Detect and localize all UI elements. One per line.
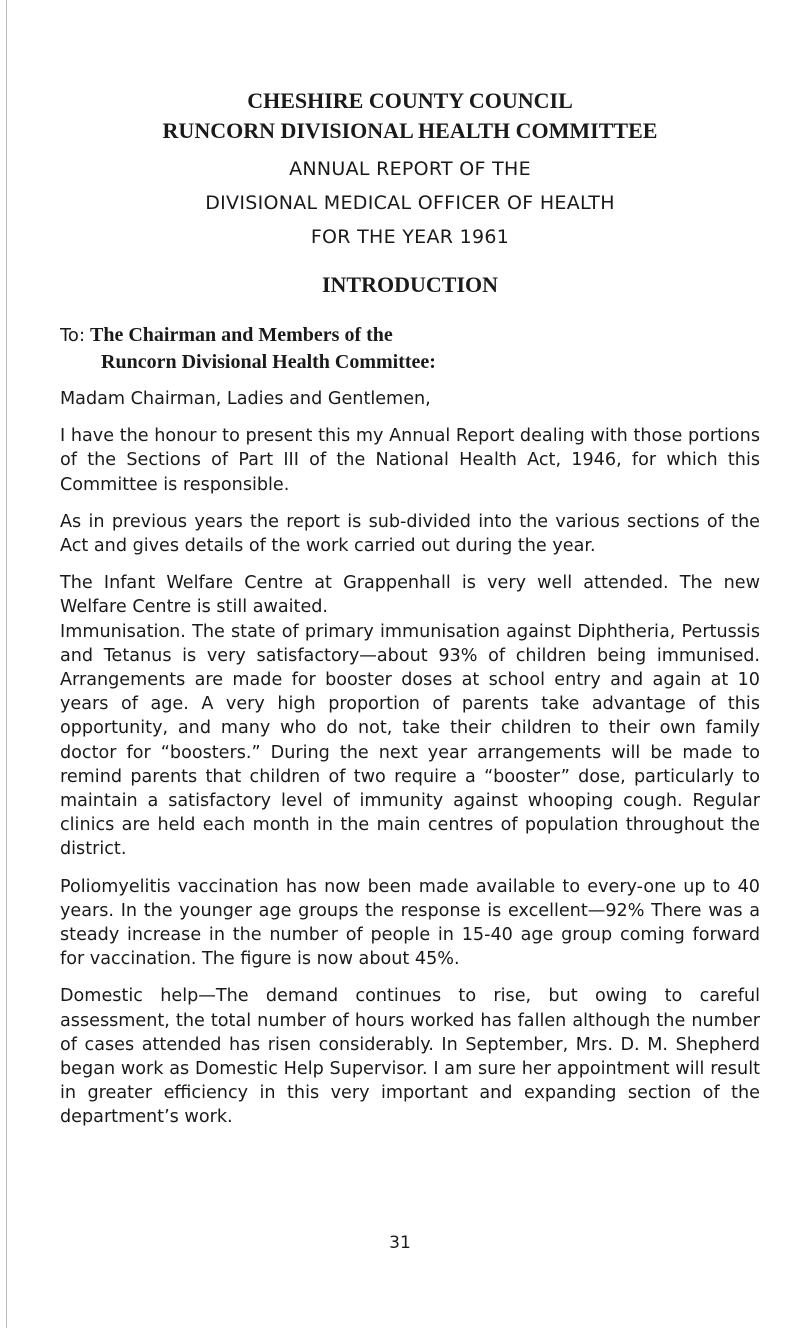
paragraph: I have the honour to present this my Annual Report dealing with those portions of the Sections of Part III of the National Health Act, 1946, for which this Committee is responsible.: [60, 426, 760, 495]
document-page: [60, 86, 760, 1130]
addressee-line2: Runcorn Divisional Health Committee:: [101, 351, 436, 373]
salutation: Madam Chairman, Ladies and Gentlemen,: [60, 389, 431, 409]
report-title-line1: ANNUAL REPORT OF THE: [289, 158, 531, 180]
addressee-block: [60, 322, 760, 375]
paragraph: As in previous years the report is sub-divided into the various sections of the Act and gives details of the work carried out during the year.: [60, 511, 760, 557]
report-title-line3: FOR THE YEAR 1961: [310, 226, 510, 248]
addressee-line1: The Chairman and Members of the: [90, 324, 393, 346]
page-number: 31: [389, 1233, 411, 1253]
report-title-line2: DIVISIONAL MEDICAL OFFICER OF HEALTH: [205, 192, 615, 214]
paragraph: Domestic help—The demand continues to rise, but owing to careful assessment, the total number of hours worked has fallen although the number of cases attended has risen considerably. In September, Mrs. D. M. Shepherd began work as Domestic Help Supervisor. I am sure her appointment will result in greater efficiency in this very important and expanding section of the department’s work.: [60, 986, 760, 1128]
committee-heading: RUNCORN DIVISIONAL HEALTH COMMITTEE: [162, 118, 658, 143]
addressee-to: To:: [60, 325, 86, 346]
paragraph: Poliomyelitis vaccination has now been made available to every-one up to 40 years. In the younger age groups the response is excellent—92% There was a steady increase in the number of people in 15-40 age group coming forward for vaccination. The figure is now about 45%.: [60, 876, 760, 970]
paragraph: The Infant Welfare Centre at Grappenhall is very well attended. The new Welfare Centre is still awaited.: [60, 573, 760, 618]
page-edge: [0, 0, 7, 1328]
section-heading: INTRODUCTION: [321, 272, 499, 297]
council-heading: CHESHIRE COUNTY COUNCIL: [247, 88, 573, 113]
paragraph: Immunisation. The state of primary immunisation against Diphtheria, Pertussis and Tetanus is very satisfactory—about 93% of children being immunised. Arrangements are made for booster doses at school entry and again at 10 years of age. A very high proportion of parents take advantage of this opportunity, and many who do not, take their children to their own family doctor for “boosters.” During the next year arrangements will be made to remind parents that children of two require a “booster” dose, particularly to maintain a satisfactory level of immunity against whooping cough. Regular clinics are held each month in the main centres of population throughout the district.: [60, 621, 760, 860]
